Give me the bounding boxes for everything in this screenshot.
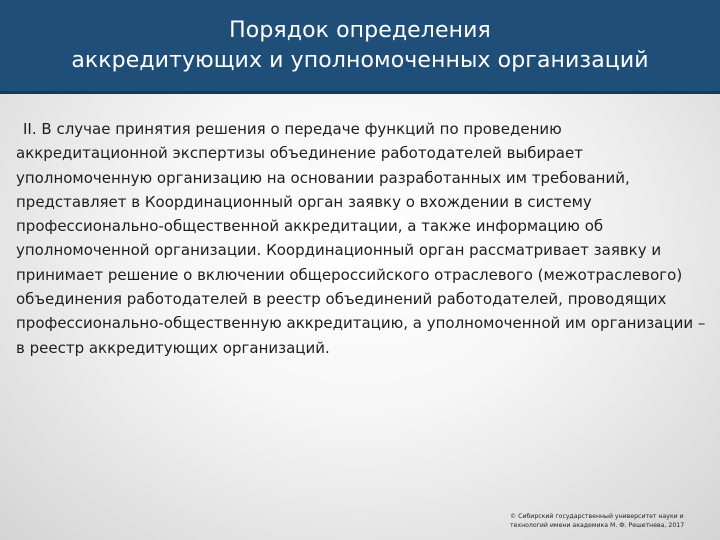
copyright-line-1: © Сибирский государственный университет науки и [510,513,684,520]
title-bar [0,0,720,94]
copyright-footer [510,512,710,530]
copyright-line-2: технологий имени академика М. Ф. Решетнева, 2017 [510,522,685,529]
slide-title-line-2: аккредитующих и уполномоченных организаций [71,47,649,73]
body-paragraph: II. В случае принятия решения о передаче функций по проведению аккредитационной экспертизы объединение работодателей выбирает уполномоченную организацию на основании разработанных им требований, представляет в Координационный орган заявку о вхождении в систему профессионально-общественной аккредитации, а также информацию об уполномоченной организации. Координационный орган рассматривает заявку и принимает решение о включении общероссийского отраслевого (межотраслевого) объединения работодателей в реестр объединений работодателей, проводящих профессионально-общественную аккредитацию, а уполномоченной им организации –в реестр аккредитующих организаций. [16,120,706,357]
slide-title-line-1: Порядок определения [229,17,491,43]
